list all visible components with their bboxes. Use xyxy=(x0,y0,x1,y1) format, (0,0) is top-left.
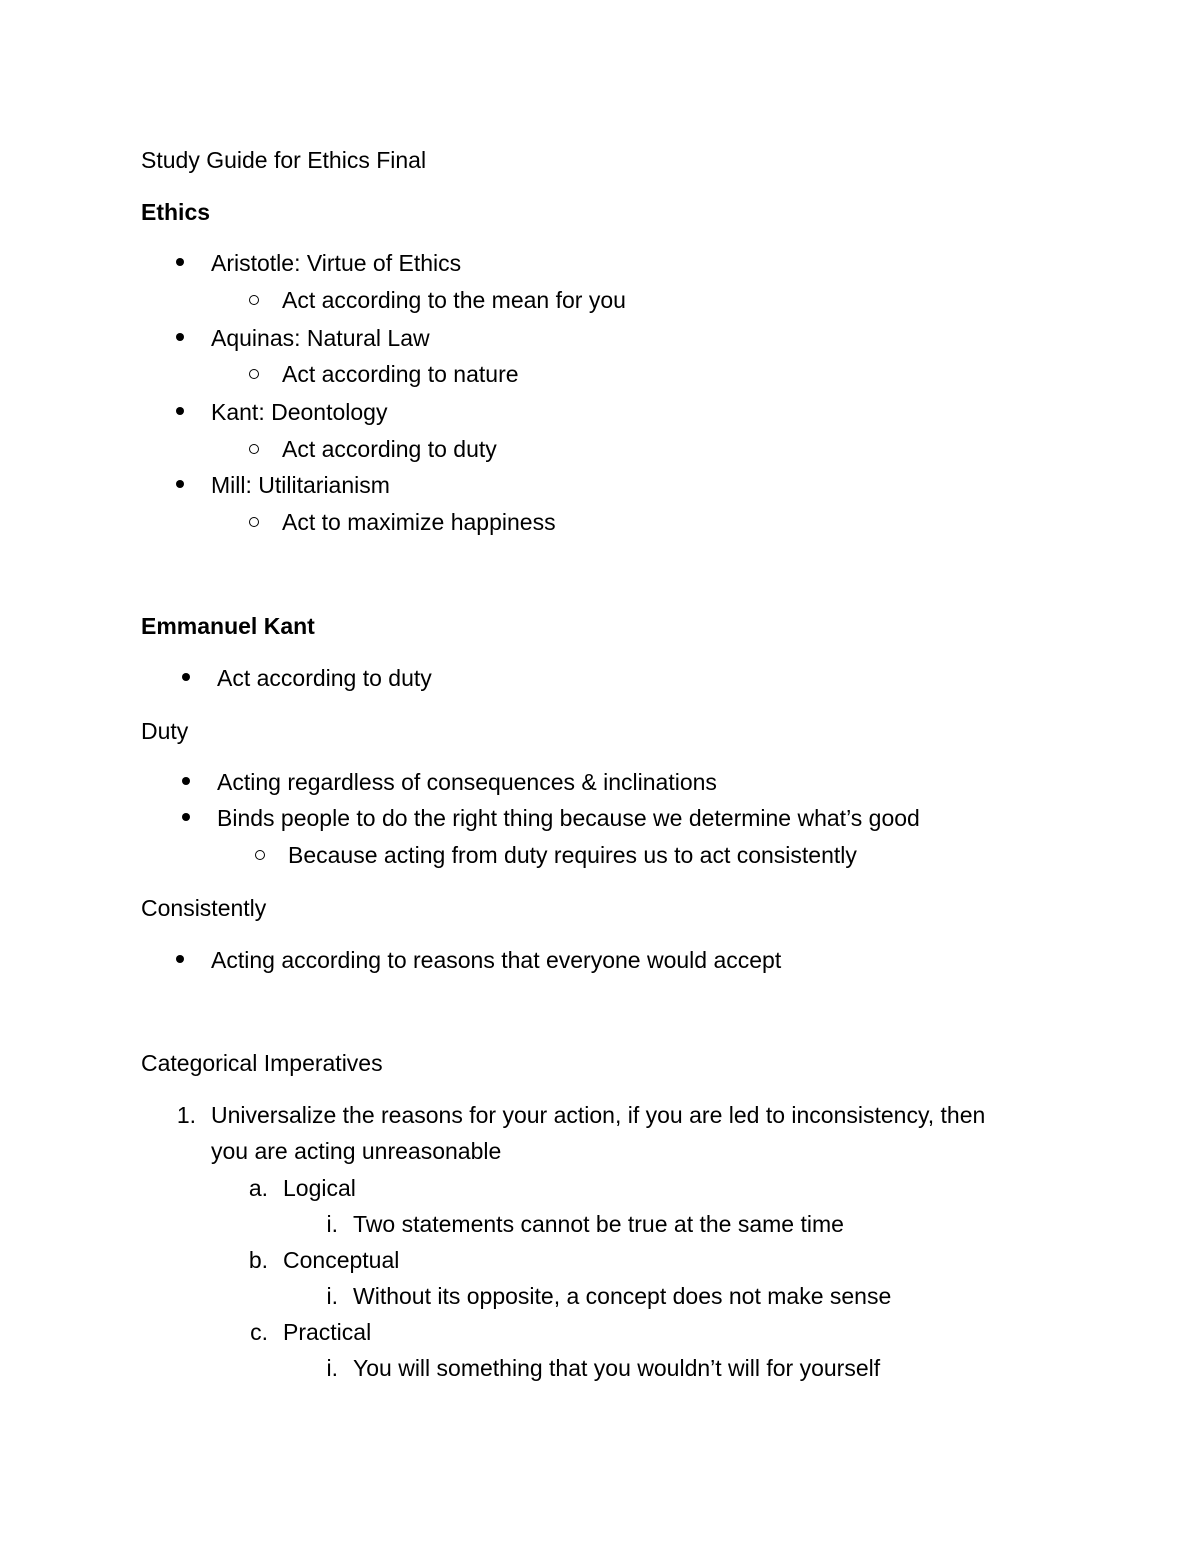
bullet-icon xyxy=(176,407,184,415)
consistently-item: Acting according to reasons that everyone would accept xyxy=(211,947,782,973)
bullet-icon xyxy=(176,955,184,963)
duty-heading: Duty xyxy=(141,718,189,744)
ethics-sub-aristotle: Act according to the mean for you xyxy=(282,287,626,313)
ethics-heading: Ethics xyxy=(141,199,211,225)
bullet-icon xyxy=(182,813,190,821)
ethics-sub-mill: Act to maximize happiness xyxy=(282,509,556,535)
bullet-icon xyxy=(176,258,184,266)
document-title: Study Guide for Ethics Final xyxy=(141,147,427,173)
list-letter: c. xyxy=(250,1319,268,1345)
list-roman: i. xyxy=(326,1355,338,1381)
ethics-sub-kant: Act according to duty xyxy=(282,436,497,462)
list-roman: i. xyxy=(326,1211,338,1237)
bullet-icon xyxy=(182,777,190,785)
consistently-heading: Consistently xyxy=(141,895,267,921)
bullet-icon xyxy=(176,480,184,488)
ethics-item-aquinas: Aquinas: Natural Law xyxy=(211,325,430,351)
circle-bullet-icon xyxy=(249,444,259,454)
kant-item: Act according to duty xyxy=(217,665,432,691)
list-number: 1. xyxy=(176,1102,196,1128)
imperatives-item-1-line-2: you are acting unreasonable xyxy=(211,1138,502,1164)
imperatives-sub-conceptual: Conceptual xyxy=(283,1247,400,1273)
imperatives-sub-conceptual-detail: Without its opposite, a concept does not make sense xyxy=(353,1283,892,1309)
duty-item-1: Acting regardless of consequences & inclinations xyxy=(217,769,717,795)
kant-heading: Emmanuel Kant xyxy=(141,613,315,639)
duty-item-2: Binds people to do the right thing because we determine what’s good xyxy=(217,805,920,831)
circle-bullet-icon xyxy=(249,295,259,305)
imperatives-heading: Categorical Imperatives xyxy=(141,1050,383,1076)
bullet-icon xyxy=(176,333,184,341)
imperatives-sub-logical: Logical xyxy=(283,1175,356,1201)
circle-bullet-icon xyxy=(249,369,259,379)
imperatives-sub-logical-detail: Two statements cannot be true at the same time xyxy=(353,1211,844,1237)
duty-sub: Because acting from duty requires us to act consistently xyxy=(288,842,857,868)
list-letter: a. xyxy=(248,1175,268,1201)
ethics-item-mill: Mill: Utilitarianism xyxy=(211,472,390,498)
ethics-item-aristotle: Aristotle: Virtue of Ethics xyxy=(211,250,462,276)
ethics-sub-aquinas: Act according to nature xyxy=(282,361,519,387)
bullet-icon xyxy=(182,673,190,681)
imperatives-sub-practical-detail: You will something that you wouldn’t will for yourself xyxy=(353,1355,881,1381)
ethics-item-kant: Kant: Deontology xyxy=(211,399,388,425)
imperatives-sub-practical: Practical xyxy=(283,1319,372,1345)
list-roman: i. xyxy=(326,1283,338,1309)
circle-bullet-icon xyxy=(249,517,259,527)
list-letter: b. xyxy=(248,1247,268,1273)
circle-bullet-icon xyxy=(255,850,265,860)
imperatives-item-1-line-1: Universalize the reasons for your action, if you are led to inconsistency, then xyxy=(211,1102,986,1128)
